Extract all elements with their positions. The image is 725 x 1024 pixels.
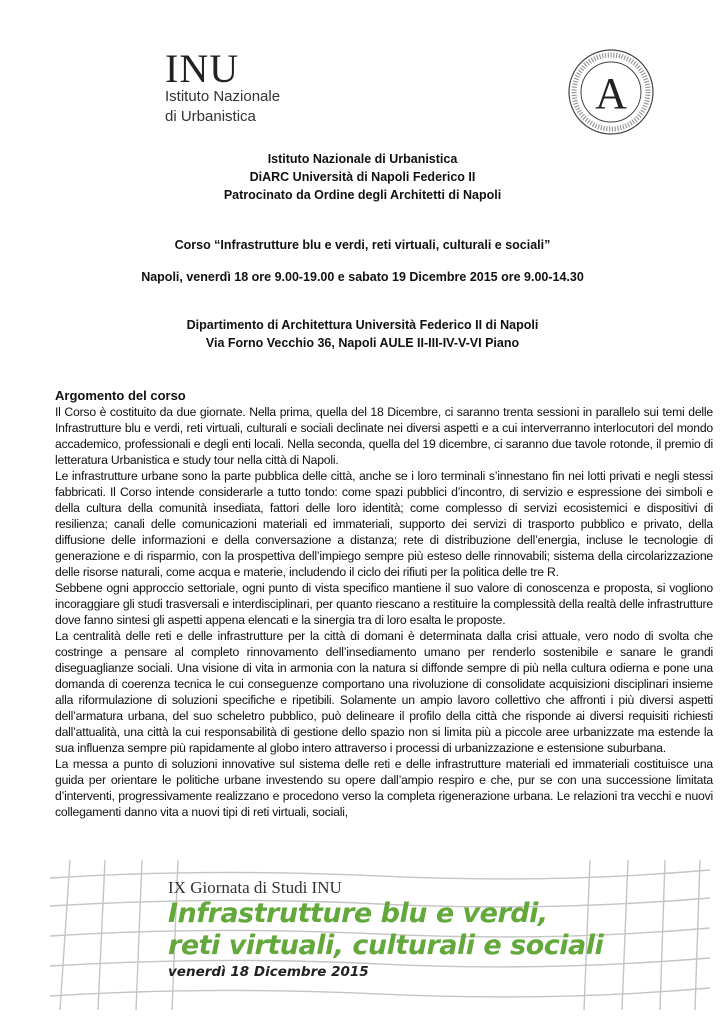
inu-logo-line2: di Urbanistica [165, 108, 256, 125]
course-title: Corso “Infrastrutture blu e verdi, reti virtuali, culturali e sociali” [174, 238, 551, 252]
event-banner [168, 878, 603, 980]
venue-department: Dipartimento di Architettura Università Federico II di Napoli [186, 318, 539, 332]
paragraph-5: La messa a punto di soluzioni innovative sul sistema delle reti e delle infrastrutture materiali ed immateriali costituisce una guida per orientare le politiche urbane investendo su opere dall’ampio respiro e che, pur se con una successione limitata d’interventi, progressivamente realizzano e procedono verso la completa rigenerazione urbana. Le relazioni tra vecchi e nuovi collegamenti danno vita a nuovi tipi di reti virtuali, sociali, [55, 757, 713, 819]
section-title: Argomento del corso [55, 388, 186, 403]
org-patronage: Patrocinato da Ordine degli Architetti di Napoli [223, 188, 502, 202]
seal-letter: A [595, 69, 627, 118]
inu-logo [165, 46, 281, 126]
banner-subtitle: IX Giornata di Studi INU [168, 878, 342, 897]
inu-logo-line1: Istituto Nazionale [165, 88, 281, 105]
paragraph-1: Il Corso è costituito da due giornate. Nella prima, quella del 18 Dicembre, ci saranno trenta sessioni in parallelo sui temi delle Infrastrutture blu e verdi, reti virtuali, culturali e sociali declinate nei diversi aspetti e a cui interverranno interlocutori del mondo accademico, professionali e degli enti locali. Nella seconda, quella del 19 dicembre, ci saranno due tavole rotonde, il premio di letteratura Urbanistica e study tour nella città di Napoli. [55, 405, 713, 467]
paragraph-3: Sebbene ogni approccio settoriale, ogni punto di vista specifico mantiene il suo valore di conoscenza e proposta, si vogliono incoraggiare gli studi trasversali e interdisciplinari, per quanto riescano a restituire la complessità della realtà delle infrastrutture dove fanno sintesi gli aspetti appena elencati e la sinergia tra di loro esalta le proposte. [55, 581, 713, 627]
banner-date: venerdì 18 Dicembre 2015 [168, 964, 369, 980]
venue-block [0, 316, 725, 352]
organizers-block [0, 150, 725, 204]
inu-logo-acronym: INU [165, 46, 240, 91]
architects-seal-logo [567, 48, 655, 136]
paragraph-4: La centralità delle reti e delle infrastrutture per la città di domani è determinata dalla crisi attuale, vero nodo di svolta che costringe a pensare al completo rinnovamento dell’insediamento umano per renderlo sostenibile e sanare le grandi diseguaglianze sociali. Una visione di vita in armonia con la natura si diffonde sempre di più nella cultura odierna e pone una domanda di coerenza tecnica le cui conseguenze comportano una rivoluzione di consolidate acquisizioni disciplinari insieme alla riformulazione di soluzioni specifiche e ripetibili. Solamente un ampio lavoro collettivo che affronti i più diversi aspetti dell’armatura urbana, del suo scheletro pubblico, può delineare il profilo della città che risponde ai diversi requisiti richiesti dall’attualità, una città la cui responsabilità di gestione dello spazio non si limita più a piccole aree urbanizzate ma estende la sua influenza sempre più rapidamente al globo intero attraverso i processi di urbanizzazione e estensione suburbana. [55, 629, 713, 755]
course-dates: Napoli, venerdì 18 ore 9.00-19.00 e sabato 19 Dicembre 2015 ore 9.00-14.30 [141, 270, 584, 284]
org-diarc: DiARC Università di Napoli Federico II [249, 170, 476, 184]
venue-address: Via Forno Vecchio 36, Napoli AULE II-III-IV-V-VI Piano [205, 336, 520, 350]
banner-title-line1: Infrastrutture blu e verdi, [168, 898, 548, 929]
course-description [55, 388, 713, 820]
banner-title-line2: reti virtuali, culturali e sociali [168, 930, 604, 961]
org-inu: Istituto Nazionale di Urbanistica [267, 152, 458, 166]
paragraph-2: Le infrastrutture urbane sono la parte pubblica delle città, anche se i loro terminali s’innestano fin nei lotti privati e negli stessi fabbricati. Il Corso intende considerarle a tutto tondo: come spazi pubblici d’incontro, di servizio e espressione dei simboli e della cultura della comunità insediata, fattori delle loro identità; come complesso di servizi ecosistemici e dispositivi di resilienza; canali delle comunicazioni materiali ed immateriali, supporto dei servizi di trasporto pubblico e privato, della diffusione delle informazioni e della conversazione a distanza; rete di distribuzione dell’energia, incluse le tecnologie di generazione e di risparmio, con la prospettiva dell’impiego sempre più esteso delle rinnovabili; sistema della circolarizzazione delle risorse naturali, come acqua e materie, includendo il ciclo dei rifiuti per la politica delle tre R. [55, 469, 713, 579]
